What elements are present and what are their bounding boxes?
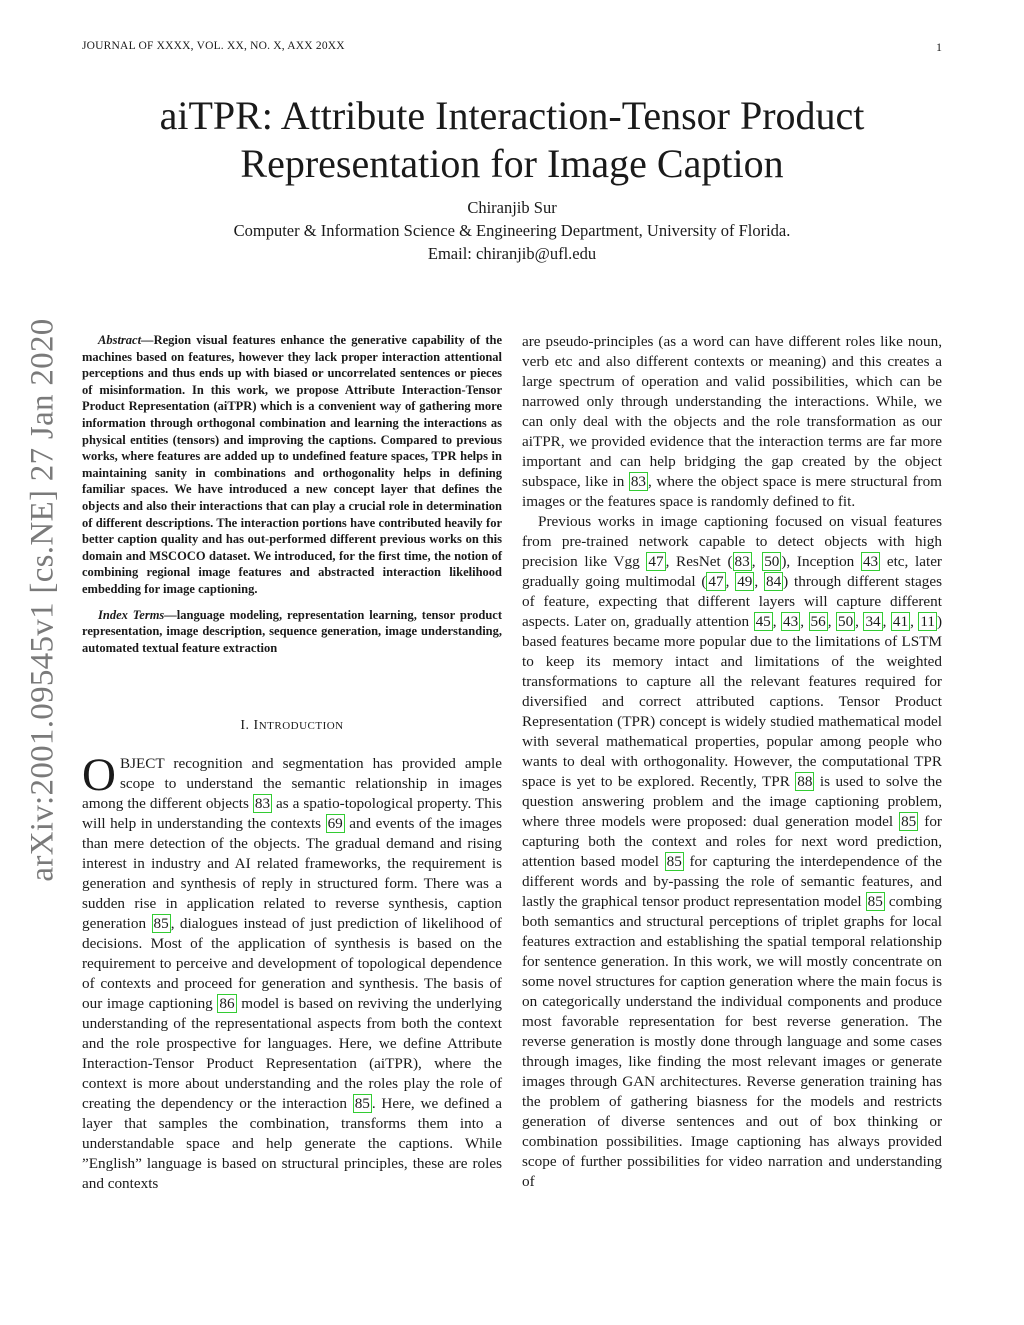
text-run: , xyxy=(800,613,809,630)
text-run: ), Inception xyxy=(781,553,861,570)
paper-title xyxy=(82,92,942,188)
text-run: , xyxy=(910,613,919,630)
citation-link[interactable]: 88 xyxy=(797,773,813,790)
intro-paragraph-1 xyxy=(82,749,503,1194)
citation-link[interactable]: 83 xyxy=(254,795,271,813)
text-run: , xyxy=(882,613,891,630)
citation-link[interactable]: 56 xyxy=(810,613,826,630)
citation-link[interactable]: 83 xyxy=(630,473,647,490)
citation-link[interactable]: 34 xyxy=(865,613,881,630)
section-heading-introduction xyxy=(82,718,502,734)
citation-link[interactable]: 69 xyxy=(327,815,343,833)
abstract-text: Region visual features enhance the generative capability of the machines based on features, however they lack proper interaction attentional perceptions and thus ends up with biased or uncorrelated sentences or pieces of misinformation. In this work, we propose Attribute Interaction-Tensor Product Representation (aiTPR) which is a convenient way of gathering more information through orthogonal combination and learning the interactions as physical entities (tensors) and improving the captions. Compared to previous works, where features are added up to undefined feature spaces, TPR helps in maintaining sanity in combinations and orthogonality helps in defining familiar spaces. We have introduced a new concept layer that defines the objects and also their interactions that can play a crucial role in determination of different descriptions. The interaction portions have contributed heavily for better caption quality and has out-performed different previous works on this domain and MSCOCO dataset. We introduced, for the first time, the notion of combining regional image features and abstracted interaction likelihood embedding for image captioning. xyxy=(82,333,502,596)
index-terms xyxy=(82,607,502,657)
running-header: JOURNAL OF XXXX, VOL. XX, NO. X, AXX 20XX xyxy=(82,40,345,52)
citation-link[interactable]: 84 xyxy=(765,573,782,590)
citation-link[interactable]: 45 xyxy=(755,613,771,630)
citation-link[interactable]: 85 xyxy=(153,915,169,933)
text-run: BJECT recognition and segmentation has provided ample scope to understand the semantic relationship in images among the different objects xyxy=(82,755,502,813)
title-line-1: aiTPR: Attribute Interaction-Tensor Product xyxy=(159,93,865,138)
text-run: , where the object space is mere structural from images or the features space is randomly defined to fit. xyxy=(522,473,942,510)
section-numeral: I. xyxy=(240,718,250,734)
text-run: , xyxy=(772,613,782,630)
author-block xyxy=(82,196,942,265)
text-run: Previous works in image captioning focused on visual features from pre-trained network capable to detect objects with high precision like Vgg xyxy=(522,513,942,570)
citation-link[interactable]: 86 xyxy=(219,995,235,1013)
citation-link[interactable]: 50 xyxy=(764,553,780,570)
citation-link[interactable]: 11 xyxy=(920,613,935,630)
text-run: etc, later gradually going multimodal ( xyxy=(522,553,942,590)
citation-link[interactable]: 43 xyxy=(783,613,799,630)
citation-link[interactable]: 47 xyxy=(708,573,724,590)
citation-link[interactable]: 83 xyxy=(734,553,750,570)
citation-link[interactable]: 50 xyxy=(837,613,854,630)
title-line-2: Representation for Image Caption xyxy=(240,141,784,186)
citation-link[interactable]: 41 xyxy=(892,613,909,630)
author-affiliation: Computer & Information Science & Engineering Department, University of Florida. xyxy=(233,221,791,240)
arxiv-identifier: arXiv:2001.09545v1 [cs.NE] 27 Jan 2020 xyxy=(24,318,61,882)
abstract-label: Abstract— xyxy=(98,333,154,347)
drop-cap: O xyxy=(82,749,116,802)
citation-link[interactable]: 85 xyxy=(354,1095,370,1113)
text-run: , xyxy=(827,613,836,630)
text-run: is used to solve the question answering problem and the image captioning problem, where three models were proposed: dual generation model xyxy=(522,773,942,830)
intro-paragraph-1-continued xyxy=(522,332,942,512)
citation-link[interactable]: 43 xyxy=(862,553,879,570)
citation-link[interactable]: 85 xyxy=(666,853,682,870)
section-title-rest: NTRODUCTION xyxy=(258,720,344,733)
text-run: , ResNet ( xyxy=(665,553,733,570)
author-name: Chiranjib Sur xyxy=(467,198,557,217)
index-terms-text: language modeling, representation learning, tensor product representation, image description, sequence generation, image understanding, automated textual feature extraction xyxy=(82,607,502,655)
text-run: , xyxy=(725,573,736,590)
text-run: ) based features became more popular due to the limitations of LSTM to keep its memory intact and limitations of the weighted transformations to capture all the relevant features required for diversified and correct attributed captions. Tensor Product Representation (TPR) concept is widely studied mathematical model with several mathematical properties, popular among people who wants to deal with orthogonality. However, the computational TPR space is yet to be explored. Recently, TPR xyxy=(522,613,943,790)
text-run: for capturing both the context and roles for next word prediction, attention based model xyxy=(522,813,942,870)
author-email[interactable]: Email: chiranjib@ufl.edu xyxy=(427,244,597,263)
text-run: , dialogues instead of just prediction of likelihood of decisions. Most of the application of synthesis is based on the requirement to perceive and development of topological dependence of contexts and proceed for generation and synthesis. The basis of our image captioning xyxy=(82,915,502,1013)
citation-link[interactable]: 85 xyxy=(867,893,883,910)
index-terms-label: Index Terms— xyxy=(98,607,177,622)
citation-link[interactable]: 49 xyxy=(737,573,753,590)
text-run: for capturing the interdependence of the different words and by-passing the role of semantic features, and lastly the graphical tensor product representation model xyxy=(522,853,943,910)
right-column xyxy=(522,332,942,1192)
page-number: 1 xyxy=(936,40,942,54)
text-run: . Here, we defined a layer that samples the combination, transforms them into a understandable space and help generate the captions. While ”English” language is based on structural principles, these are roles and contexts xyxy=(82,1095,502,1193)
text-run: model is based on reviving the underlying understanding of the representational aspects from both the context and the role prospective for languages. Here, we define Attribute Interaction-Tensor Product Representation (aiTPR), where the context is more about understanding and the roles play the role of creating the dependency or the interaction xyxy=(82,995,502,1113)
text-run: combing both semantics and structural perceptions of triplet graphs for local features extraction and establishing the spatial temporal relationship for sentence generation. In this work, we will mostly concentrate on some novel structures for caption generation where the main focus is on categorically understand the individual components and produce most favorable representation for best reverse generation. The reverse generation is mostly done through language and some cases through images, like finding the most relevant images or generate images through GAN architectures. Reverse generation training has the problem of gathering biasness for the models and restricts generation of diverse sentences and out of box thinking or combination possibilities. Image captioning has always provided scope of further possibilities for video narration and understanding of xyxy=(522,893,943,1190)
text-run: ) through different stages of feature, expecting that different layers will capture different aspects. Later on, gradually attention xyxy=(522,573,942,630)
section-title-first: I xyxy=(253,718,259,734)
text-run: as a spatio-topological property. This will help in understanding the contexts xyxy=(82,795,503,833)
citation-link[interactable]: 85 xyxy=(901,813,917,830)
text-run: are pseudo-principles (as a word can have different roles like noun, verb etc and also different contexts or meaning) and this creates a large spectrum of operation and valid possibilities, which can be narrowed only through understanding the interactions. While, we can only deal with the objects and the role transformation as our aiTPR, we provided evidence that the interaction terms are far more important and can help bridging the gap created by the object subspace, like in xyxy=(522,333,942,490)
text-run: , xyxy=(751,553,763,570)
text-run: and events of the images than mere detection of the objects. The gradual demand and rising interest in industry and AI related frameworks, the requirement is generation and synthesis of reply in structured form. There was a sudden rise in application related to reverse synthesis, caption generation xyxy=(82,815,502,933)
text-run: , xyxy=(855,613,864,630)
left-column xyxy=(82,332,502,1194)
abstract xyxy=(82,332,502,598)
text-run: , xyxy=(754,573,764,590)
citation-link[interactable]: 47 xyxy=(648,553,664,570)
intro-paragraph-2 xyxy=(522,512,942,1192)
